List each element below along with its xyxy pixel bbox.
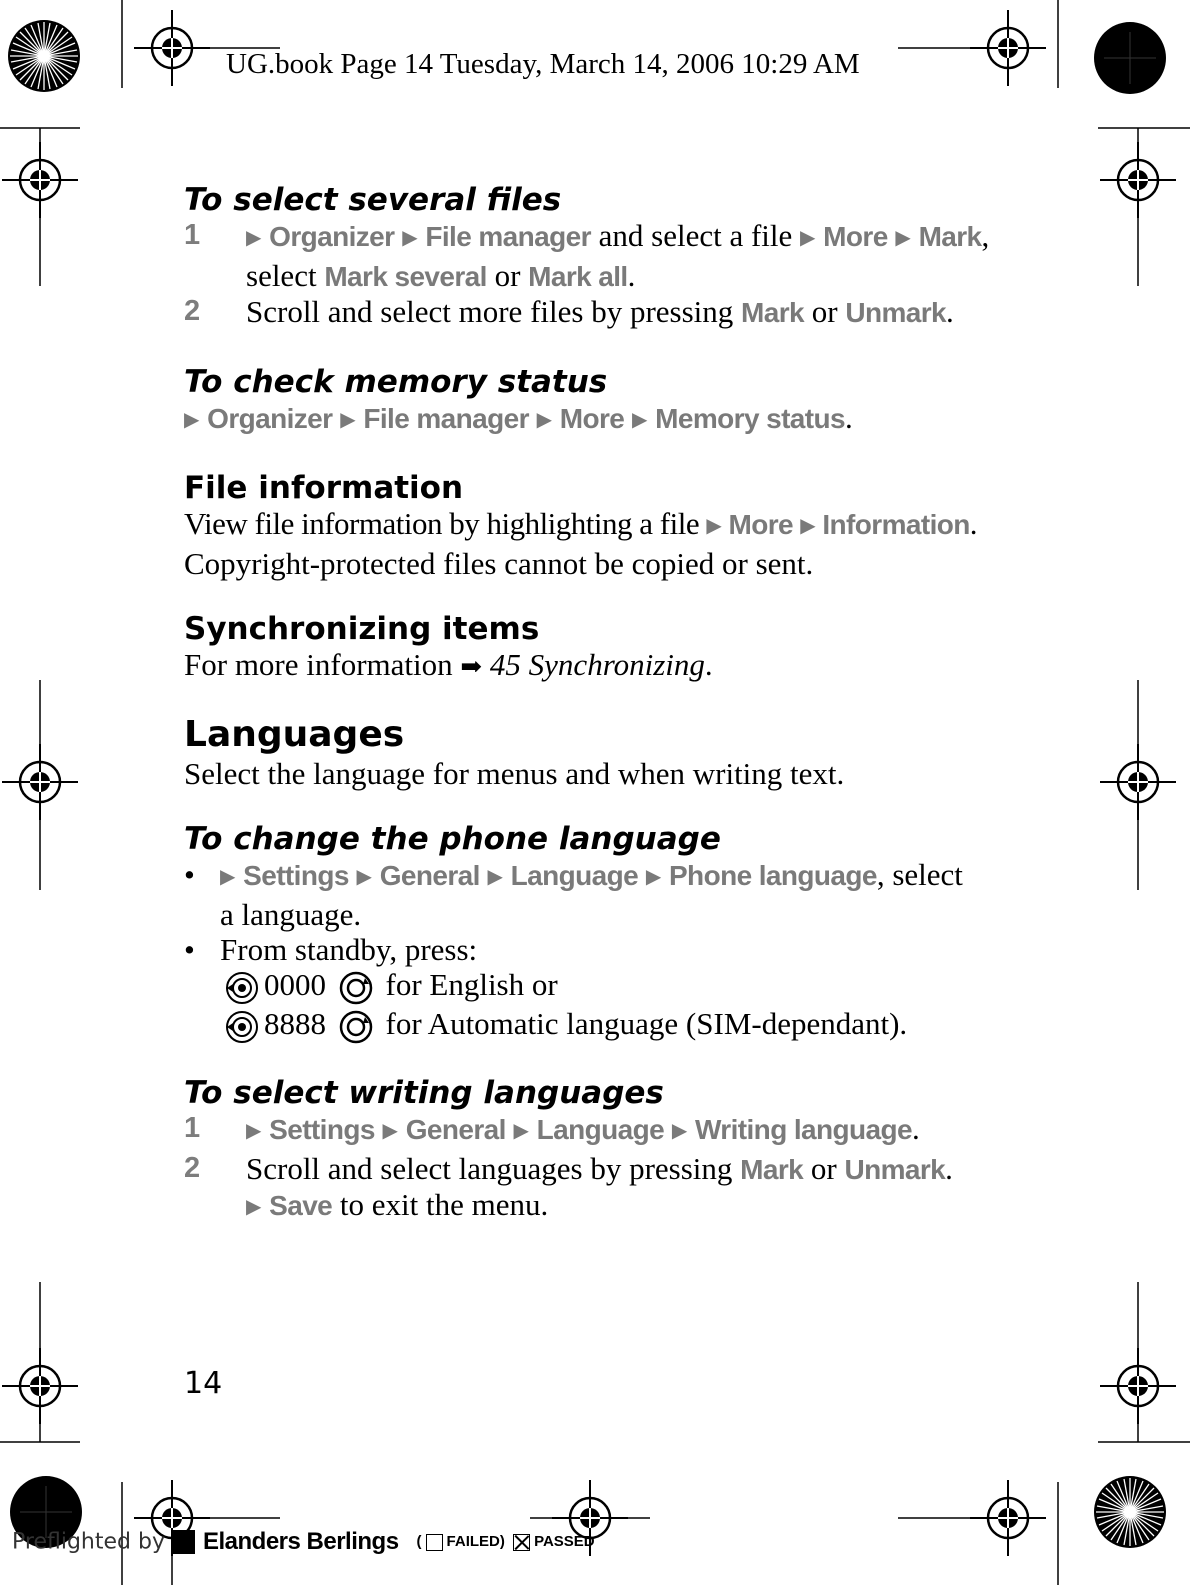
heading-synchronizing-items: Synchronizing items [184, 611, 540, 647]
text: View file information by highlighting a file [184, 506, 707, 541]
menu-mark: Mark [918, 221, 982, 252]
menu-general: General [379, 860, 480, 891]
menu-language: Language [536, 1113, 665, 1145]
triangle-right-icon: ▶ [382, 1119, 398, 1142]
text: , [981, 218, 990, 253]
text: or [486, 258, 529, 293]
select-key-icon [338, 970, 374, 1006]
passed-checkbox [513, 1534, 530, 1551]
preflight-status: ( FAILED) PASSED [416, 1533, 595, 1551]
list-item [184, 857, 1004, 932]
text: . [911, 1110, 920, 1146]
heading-select-writing-languages: To select writing languages [184, 1074, 664, 1111]
text: . [627, 258, 636, 293]
sync-reference [184, 647, 1004, 684]
text: . [946, 294, 954, 329]
menu-memory-status: Memory status [655, 403, 845, 434]
step-2 [184, 294, 1004, 330]
menu-language: Language [510, 860, 639, 891]
menu-organizer: Organizer [269, 221, 395, 252]
triangle-right-icon: ▶ [220, 866, 236, 888]
failed-label: FAILED [446, 1533, 500, 1551]
text: . [844, 400, 853, 435]
bullet: • [184, 932, 195, 967]
bullet: • [184, 857, 195, 892]
text: or [804, 294, 846, 329]
menu-mark-all: Mark all [528, 261, 628, 292]
key-code: 0000 [264, 967, 326, 1002]
list-item [184, 932, 1004, 1045]
memory-status-path [184, 400, 1004, 440]
passed-label: PASSED [534, 1533, 595, 1551]
text: . [704, 647, 713, 682]
text: for English or [385, 967, 558, 1002]
menu-mark: Mark [740, 1153, 804, 1185]
triangle-right-icon: ▶ [895, 227, 911, 249]
page-reference: 45 Synchronizing [489, 647, 705, 682]
step-1 [184, 1111, 1004, 1151]
menu-mark: Mark [741, 297, 804, 328]
triangle-right-icon: ▶ [340, 409, 356, 431]
text: select [246, 258, 325, 293]
menu-phone-language: Phone language [668, 860, 877, 891]
languages-intro: Select the language for menus and when writing text. [184, 756, 845, 791]
text: . [945, 1150, 953, 1186]
text: to exit the menu. [332, 1186, 549, 1222]
copyright-note: Copyright-protected files cannot be copied or sent. [184, 546, 814, 581]
menu-file-manager: File manager [363, 403, 529, 434]
triangle-right-icon: ▶ [645, 866, 662, 888]
triangle-right-icon: ▶ [246, 227, 262, 249]
preflighted-label: Preflighted by [12, 1529, 165, 1555]
step-number: 2 [184, 1151, 201, 1184]
brand-logo-icon [173, 1530, 195, 1554]
menu-more: More [559, 403, 625, 434]
text: a language. [220, 897, 362, 932]
triangle-right-icon: ▶ [536, 409, 553, 431]
brand-name: Elanders Berlings [202, 1528, 399, 1555]
text: Scroll and select more files by pressing [246, 294, 742, 329]
heading-file-information: File information [184, 470, 464, 506]
navigation-key-icon [224, 970, 260, 1006]
text: or [803, 1150, 845, 1186]
page-number: 14 [184, 1366, 223, 1401]
triangle-right-icon: ▶ [356, 866, 372, 888]
menu-general: General [405, 1113, 506, 1145]
menu-unmark: Unmark [845, 297, 946, 328]
menu-mark-several: Mark several [324, 261, 487, 292]
text: From standby, press: [220, 932, 478, 967]
triangle-right-icon: ▶ [513, 1119, 529, 1142]
triangle-right-icon: ▶ [800, 227, 816, 249]
key-code: 8888 [264, 1005, 326, 1041]
step-number: 1 [184, 1111, 201, 1144]
select-key-icon [338, 1009, 374, 1045]
triangle-right-icon: ▶ [402, 227, 418, 249]
step-number: 1 [184, 219, 201, 251]
menu-settings: Settings [243, 860, 349, 891]
page-content [184, 182, 1004, 1227]
menu-settings: Settings [269, 1113, 375, 1145]
file-information-text [184, 506, 1004, 546]
step-1 [184, 218, 1004, 294]
triangle-right-icon: ▶ [246, 1119, 262, 1142]
text: For more information [184, 647, 461, 682]
menu-organizer: Organizer [207, 403, 333, 434]
heading-check-memory-status: To check memory status [184, 364, 608, 400]
step-2 [184, 1151, 1004, 1227]
menu-more: More [728, 509, 793, 540]
triangle-right-icon: ▶ [706, 515, 722, 537]
menu-save: Save [269, 1189, 333, 1221]
heading-select-several-files: To select several files [184, 182, 562, 218]
menu-writing-language: Writing language [694, 1113, 912, 1145]
menu-file-manager: File manager [425, 221, 591, 252]
menu-information: Information [822, 509, 970, 540]
triangle-right-icon: ▶ [487, 866, 503, 888]
triangle-right-icon: ▶ [671, 1119, 688, 1142]
print-header: UG.book Page 14 Tuesday, March 14, 2006 10:29 AM [226, 48, 860, 80]
text: , select [876, 857, 963, 892]
triangle-right-icon: ▶ [184, 409, 200, 431]
text: and select a file [590, 218, 801, 253]
menu-more: More [823, 221, 888, 252]
text: for Automatic language (SIM-dependant). [385, 1005, 908, 1041]
navigation-key-icon [224, 1009, 260, 1045]
heading-change-phone-language: To change the phone language [184, 821, 721, 857]
menu-unmark: Unmark [844, 1153, 946, 1185]
text: Scroll and select languages by pressing [246, 1150, 741, 1186]
triangle-right-icon: ▶ [800, 515, 816, 537]
heading-languages: Languages [184, 714, 405, 755]
triangle-right-icon: ▶ [246, 1195, 262, 1218]
arrow-right-icon: ➡ [460, 652, 483, 681]
step-number: 2 [184, 295, 201, 327]
preflight-footer [12, 1528, 595, 1562]
failed-checkbox [426, 1534, 443, 1551]
triangle-right-icon: ▶ [632, 409, 648, 431]
text: . [969, 506, 978, 541]
